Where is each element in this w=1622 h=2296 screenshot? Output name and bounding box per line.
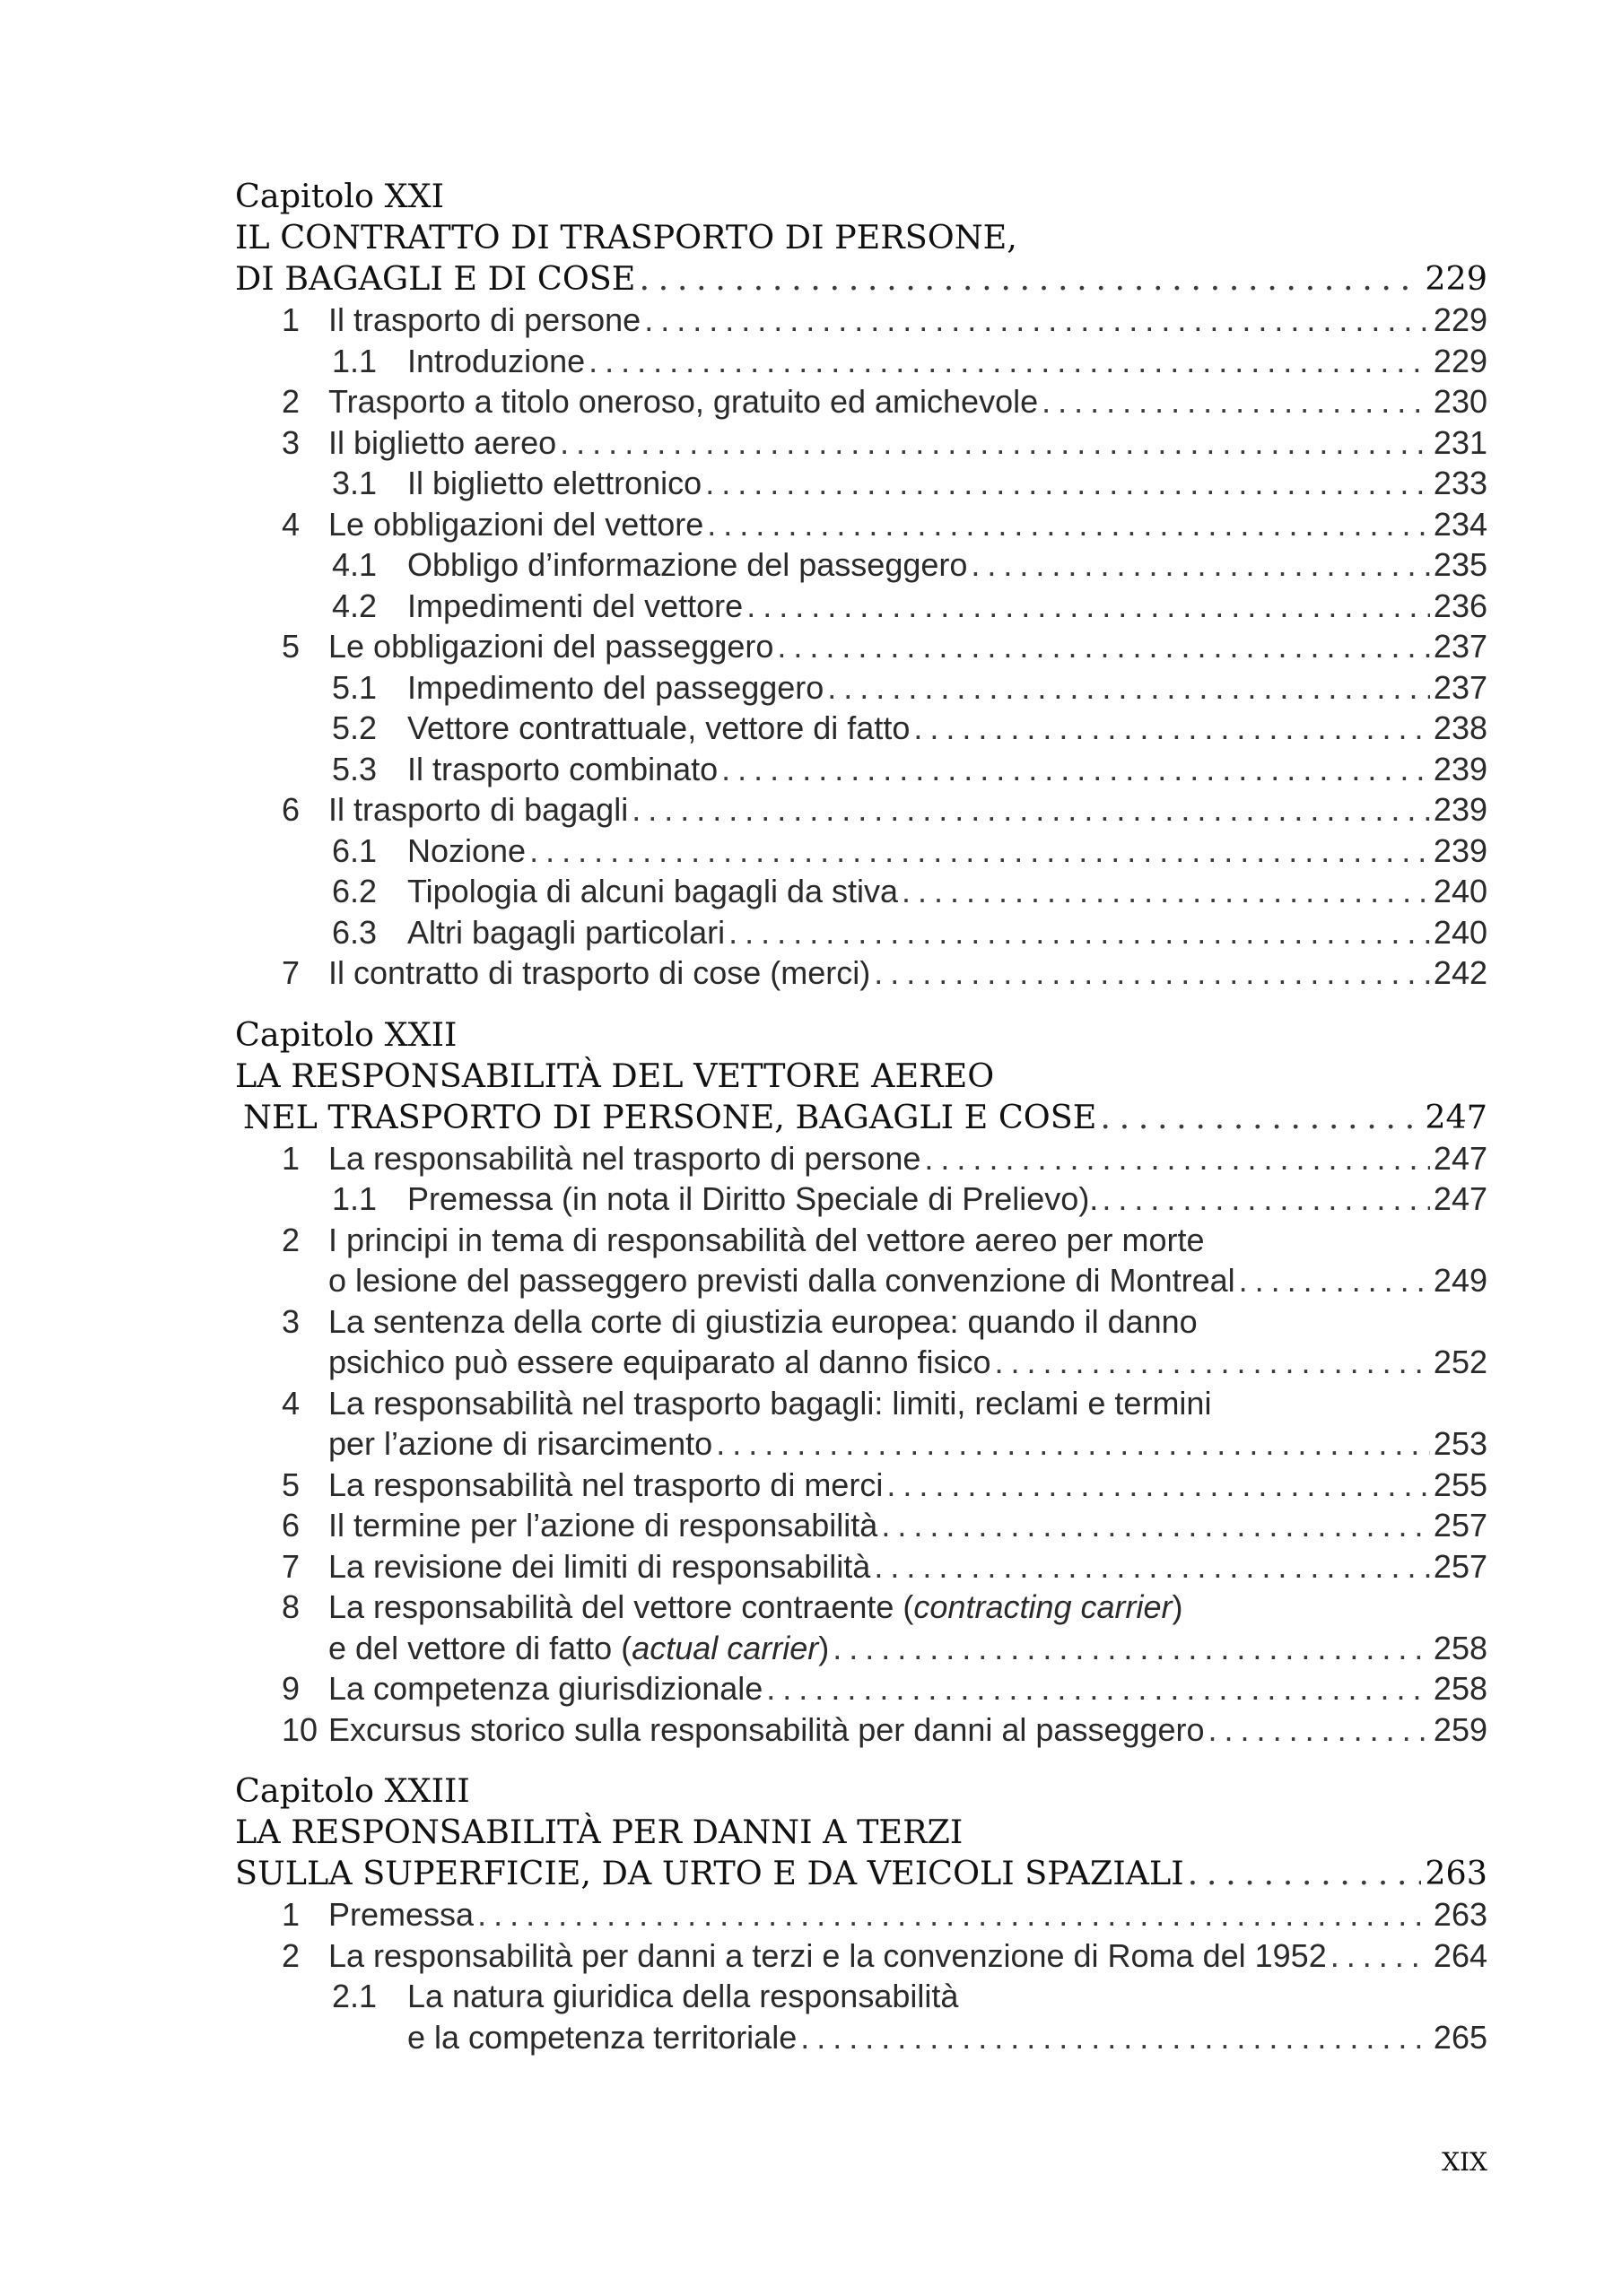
dot-leader — [881, 1505, 1430, 1546]
section-number: 7 — [282, 954, 301, 991]
page-number: 249 — [1433, 1262, 1487, 1299]
toc-entry — [235, 300, 1487, 341]
section-number: 4.2 — [332, 587, 378, 624]
page-number: 257 — [1433, 1507, 1487, 1544]
dot-leader — [632, 789, 1430, 831]
section-title: Il contratto di trasporto di cose (merci) — [328, 954, 871, 991]
table-of-contents — [235, 176, 1487, 2078]
section-number: 8 — [282, 1588, 301, 1625]
section-number: 2 — [282, 1221, 301, 1258]
section-title: Nozione — [407, 831, 527, 869]
toc-entry — [235, 1178, 1487, 1220]
toc-entry — [235, 871, 1487, 912]
chapter-title-text: NEL TRASPORTO DI PERSONE, BAGAGLI E COSE — [243, 1097, 1097, 1136]
dot-leader — [777, 626, 1430, 667]
section-title: Obbligo d’informazione del passeggero — [407, 546, 968, 583]
section-title: Il biglietto elettronico — [407, 465, 702, 501]
section-title: Vettore contrattuale, vettore di fatto — [407, 709, 911, 746]
italic-term: actual carrier — [632, 1629, 819, 1666]
page-number: 234 — [1433, 505, 1487, 543]
section-number: 6.2 — [332, 873, 378, 909]
dot-leader — [874, 952, 1430, 994]
chapter-title-line: LA RESPONSABILITÀ PER DANNI A TERZI — [235, 1813, 964, 1851]
dot-leader — [589, 341, 1430, 382]
chapter-title-line: IL CONTRATTO DI TRASPORTO DI PERSONE, — [235, 218, 1017, 257]
section-title: Altri bagagli particolari — [407, 913, 726, 951]
section-title: Il trasporto di persone — [328, 301, 641, 338]
section-title: per l’azione di risarcimento — [328, 1425, 713, 1462]
section-title: psichico può essere equiparato al danno fisico — [328, 1344, 991, 1380]
toc-entry — [235, 381, 1487, 422]
toc-entry — [235, 749, 1487, 790]
dot-leader — [707, 504, 1430, 545]
toc-entry-continuation — [235, 1423, 1487, 1465]
dot-leader — [833, 1628, 1430, 1669]
toc-entry — [235, 708, 1487, 749]
toc-entry — [235, 1465, 1487, 1506]
page-number: 264 — [1433, 1936, 1487, 1974]
page-number: 237 — [1433, 668, 1487, 706]
toc-entry — [235, 626, 1487, 667]
dot-leader — [705, 463, 1430, 504]
dot-leader — [1208, 1709, 1430, 1751]
page-number: 240 — [1433, 913, 1487, 951]
dot-leader — [994, 1342, 1429, 1383]
chapter-page-number: 263 — [1425, 1854, 1487, 1892]
toc-entry-continuation — [235, 2017, 1487, 2058]
section-number: 1.1 — [332, 1180, 378, 1217]
toc-entry — [235, 1976, 1487, 2017]
page-number: 229 — [1433, 342, 1487, 379]
section-number: 7 — [282, 1547, 301, 1585]
dot-leader — [644, 300, 1430, 341]
page-number: 258 — [1433, 1670, 1487, 1707]
dot-leader — [1102, 1178, 1430, 1220]
chapter-xxiii — [235, 1770, 1487, 2057]
page-number: 238 — [1433, 709, 1487, 746]
section-number: 1 — [282, 301, 301, 338]
section-number: 9 — [282, 1670, 301, 1707]
toc-entry — [235, 1587, 1487, 1628]
page-folio: XIX — [1442, 2147, 1487, 2177]
dot-leader — [721, 749, 1430, 790]
toc-entry — [235, 1138, 1487, 1179]
section-title: Premessa (in nota il Diritto Speciale di Prelievo). — [407, 1180, 1099, 1217]
section-title: Impedimento del passeggero — [407, 668, 824, 706]
section-number: 2 — [282, 1936, 301, 1974]
chapter-label: Capitolo XXII — [235, 1014, 458, 1054]
dot-leader — [874, 1546, 1430, 1587]
toc-entry — [235, 1894, 1487, 1935]
section-title: Il biglietto aereo — [328, 423, 557, 461]
section-number: 5.2 — [332, 709, 378, 746]
section-title: Excursus storico sulla responsabilità per danni al passeggero — [328, 1710, 1205, 1748]
section-title: Il trasporto combinato — [407, 750, 719, 787]
section-number: 1 — [282, 1896, 301, 1933]
italic-term: contracting carrier — [913, 1588, 1173, 1625]
toc-entry — [235, 463, 1487, 504]
section-number: 5 — [282, 628, 301, 665]
page-number: 242 — [1433, 954, 1487, 991]
dot-leader — [716, 1423, 1430, 1465]
chapter-label: Capitolo XXI — [235, 177, 445, 215]
dot-leader — [827, 667, 1430, 709]
dot-leader — [639, 258, 1421, 300]
dot-leader — [766, 1668, 1430, 1709]
dot-leader — [800, 2017, 1430, 2058]
chapter-xxii — [235, 1014, 1487, 1751]
toc-entry — [235, 1935, 1487, 1977]
dot-leader — [1100, 1097, 1421, 1138]
dot-leader — [902, 871, 1430, 912]
dot-leader — [971, 544, 1430, 586]
section-number: 10 — [282, 1710, 318, 1748]
section-title: La revisione dei limiti di responsabilità — [328, 1547, 871, 1585]
chapter-title-text: DI BAGAGLI E DI COSE — [235, 259, 636, 298]
page-number: 259 — [1433, 1710, 1487, 1748]
page-number: 237 — [1433, 628, 1487, 665]
section-title: La competenza giurisdizionale — [328, 1670, 763, 1707]
section-number: 1.1 — [332, 342, 378, 379]
page-number: 253 — [1433, 1425, 1487, 1462]
page-number: 257 — [1433, 1547, 1487, 1585]
page-number: 229 — [1433, 301, 1487, 338]
section-number: 4 — [282, 1384, 301, 1422]
dot-leader — [746, 586, 1430, 627]
section-title: La natura giuridica della responsabilità — [407, 1978, 959, 2014]
chapter-title-line-with-page — [235, 258, 1487, 300]
toc-entry — [235, 789, 1487, 831]
page-number: 235 — [1433, 546, 1487, 583]
section-number: 6 — [282, 791, 301, 828]
section-title: La responsabilità per danni a terzi e la convenzione di Roma del 1952 — [328, 1936, 1327, 1974]
chapter-title-line: LA RESPONSABILITÀ DEL VETTORE AEREO — [235, 1056, 995, 1095]
section-number: 1 — [282, 1139, 301, 1177]
page-number: 233 — [1433, 465, 1487, 501]
section-title: e la competenza territoriale — [407, 2018, 798, 2056]
page-number: 236 — [1433, 587, 1487, 624]
dot-leader — [1042, 381, 1430, 422]
dot-leader — [1188, 1853, 1422, 1894]
page-number: 247 — [1433, 1139, 1487, 1177]
toc-entry — [235, 1668, 1487, 1709]
section-title: La responsabilità nel trasporto bagagli: limiti, reclami e termini — [328, 1384, 1212, 1422]
toc-entry — [235, 912, 1487, 953]
chapter-page-number: 247 — [1425, 1097, 1487, 1136]
page-number: 252 — [1433, 1344, 1487, 1380]
chapter-title-line-with-page — [235, 1097, 1487, 1138]
toc-entry-continuation — [235, 1342, 1487, 1383]
dot-leader — [477, 1894, 1430, 1935]
section-title: o lesione del passeggero previsti dalla convenzione di Montreal — [328, 1262, 1235, 1299]
chapter-title-line-with-page — [235, 1853, 1487, 1894]
section-title: Tipologia di alcuni bagagli da stiva — [407, 873, 899, 909]
section-number: 6.3 — [332, 913, 378, 951]
page-number: 255 — [1433, 1465, 1487, 1503]
page-number: 239 — [1433, 831, 1487, 869]
toc-entry-continuation — [235, 1260, 1487, 1301]
section-number: 3 — [282, 423, 301, 461]
dot-leader — [913, 708, 1430, 749]
toc-entry — [235, 1301, 1487, 1343]
toc-entry — [235, 1220, 1487, 1261]
page-number: 258 — [1433, 1629, 1487, 1666]
section-title: La responsabilità nel trasporto di persone — [328, 1139, 921, 1177]
toc-entry — [235, 1546, 1487, 1587]
section-title: La sentenza della corte di giustizia europea: quando il danno — [328, 1302, 1198, 1340]
toc-entry — [235, 341, 1487, 382]
page-number: 231 — [1433, 423, 1487, 461]
toc-entry — [235, 831, 1487, 872]
section-number: 3 — [282, 1302, 301, 1340]
section-title: Premessa — [328, 1896, 475, 1933]
toc-entry — [235, 586, 1487, 627]
toc-entry — [235, 667, 1487, 709]
section-number: 2 — [282, 383, 301, 420]
dot-leader — [529, 831, 1430, 872]
dot-leader — [728, 912, 1430, 953]
section-title: Il termine per l’azione di responsabilità — [328, 1507, 878, 1544]
chapter-title-text: SULLA SUPERFICIE, DA URTO E DA VEICOLI SPAZIALI — [235, 1854, 1184, 1892]
page-number: 239 — [1433, 791, 1487, 828]
dot-leader — [1330, 1935, 1430, 1977]
toc-entry — [235, 504, 1487, 545]
section-number: 2.1 — [332, 1978, 378, 2014]
section-number: 6.1 — [332, 831, 378, 869]
section-title: e del vettore di fatto (actual carrier) — [328, 1629, 830, 1666]
section-title: Le obbligazioni del vettore — [328, 505, 704, 543]
dot-leader — [560, 422, 1430, 464]
toc-entry — [235, 422, 1487, 464]
section-number: 4.1 — [332, 546, 378, 583]
chapter-page-number: 229 — [1425, 259, 1487, 298]
toc-entry — [235, 1383, 1487, 1424]
toc-entry — [235, 1709, 1487, 1751]
page-number: 230 — [1433, 383, 1487, 420]
section-title: I principi in tema di responsabilità del vettore aereo per morte — [328, 1221, 1205, 1258]
section-number: 5.3 — [332, 750, 378, 787]
section-number: 6 — [282, 1507, 301, 1544]
section-title: Impedimenti del vettore — [407, 587, 744, 624]
section-number: 5 — [282, 1465, 301, 1503]
dot-leader — [1239, 1260, 1430, 1301]
toc-entry — [235, 952, 1487, 994]
page-number: 239 — [1433, 750, 1487, 787]
chapter-label: Capitolo XXIII — [235, 1771, 470, 1810]
dot-leader — [886, 1465, 1430, 1506]
section-number: 4 — [282, 505, 301, 543]
page-number: 240 — [1433, 873, 1487, 909]
section-title: Trasporto a titolo oneroso, gratuito ed amichevole — [328, 383, 1039, 420]
section-title: La responsabilità nel trasporto di merci — [328, 1465, 884, 1503]
section-title: La responsabilità del vettore contraente (contracting carrier) — [328, 1588, 1183, 1625]
toc-entry — [235, 544, 1487, 586]
section-title: Il trasporto di bagagli — [328, 791, 629, 828]
section-number: 3.1 — [332, 465, 378, 501]
section-title: Introduzione — [407, 342, 586, 379]
chapter-xxi — [235, 176, 1487, 994]
page-number: 263 — [1433, 1896, 1487, 1933]
toc-entry — [235, 1505, 1487, 1546]
dot-leader — [924, 1138, 1430, 1179]
section-title: Le obbligazioni del passeggero — [328, 628, 774, 665]
toc-entry-continuation — [235, 1628, 1487, 1669]
page-number: 247 — [1433, 1180, 1487, 1217]
page-number: 265 — [1433, 2018, 1487, 2056]
section-number: 5.1 — [332, 668, 378, 706]
